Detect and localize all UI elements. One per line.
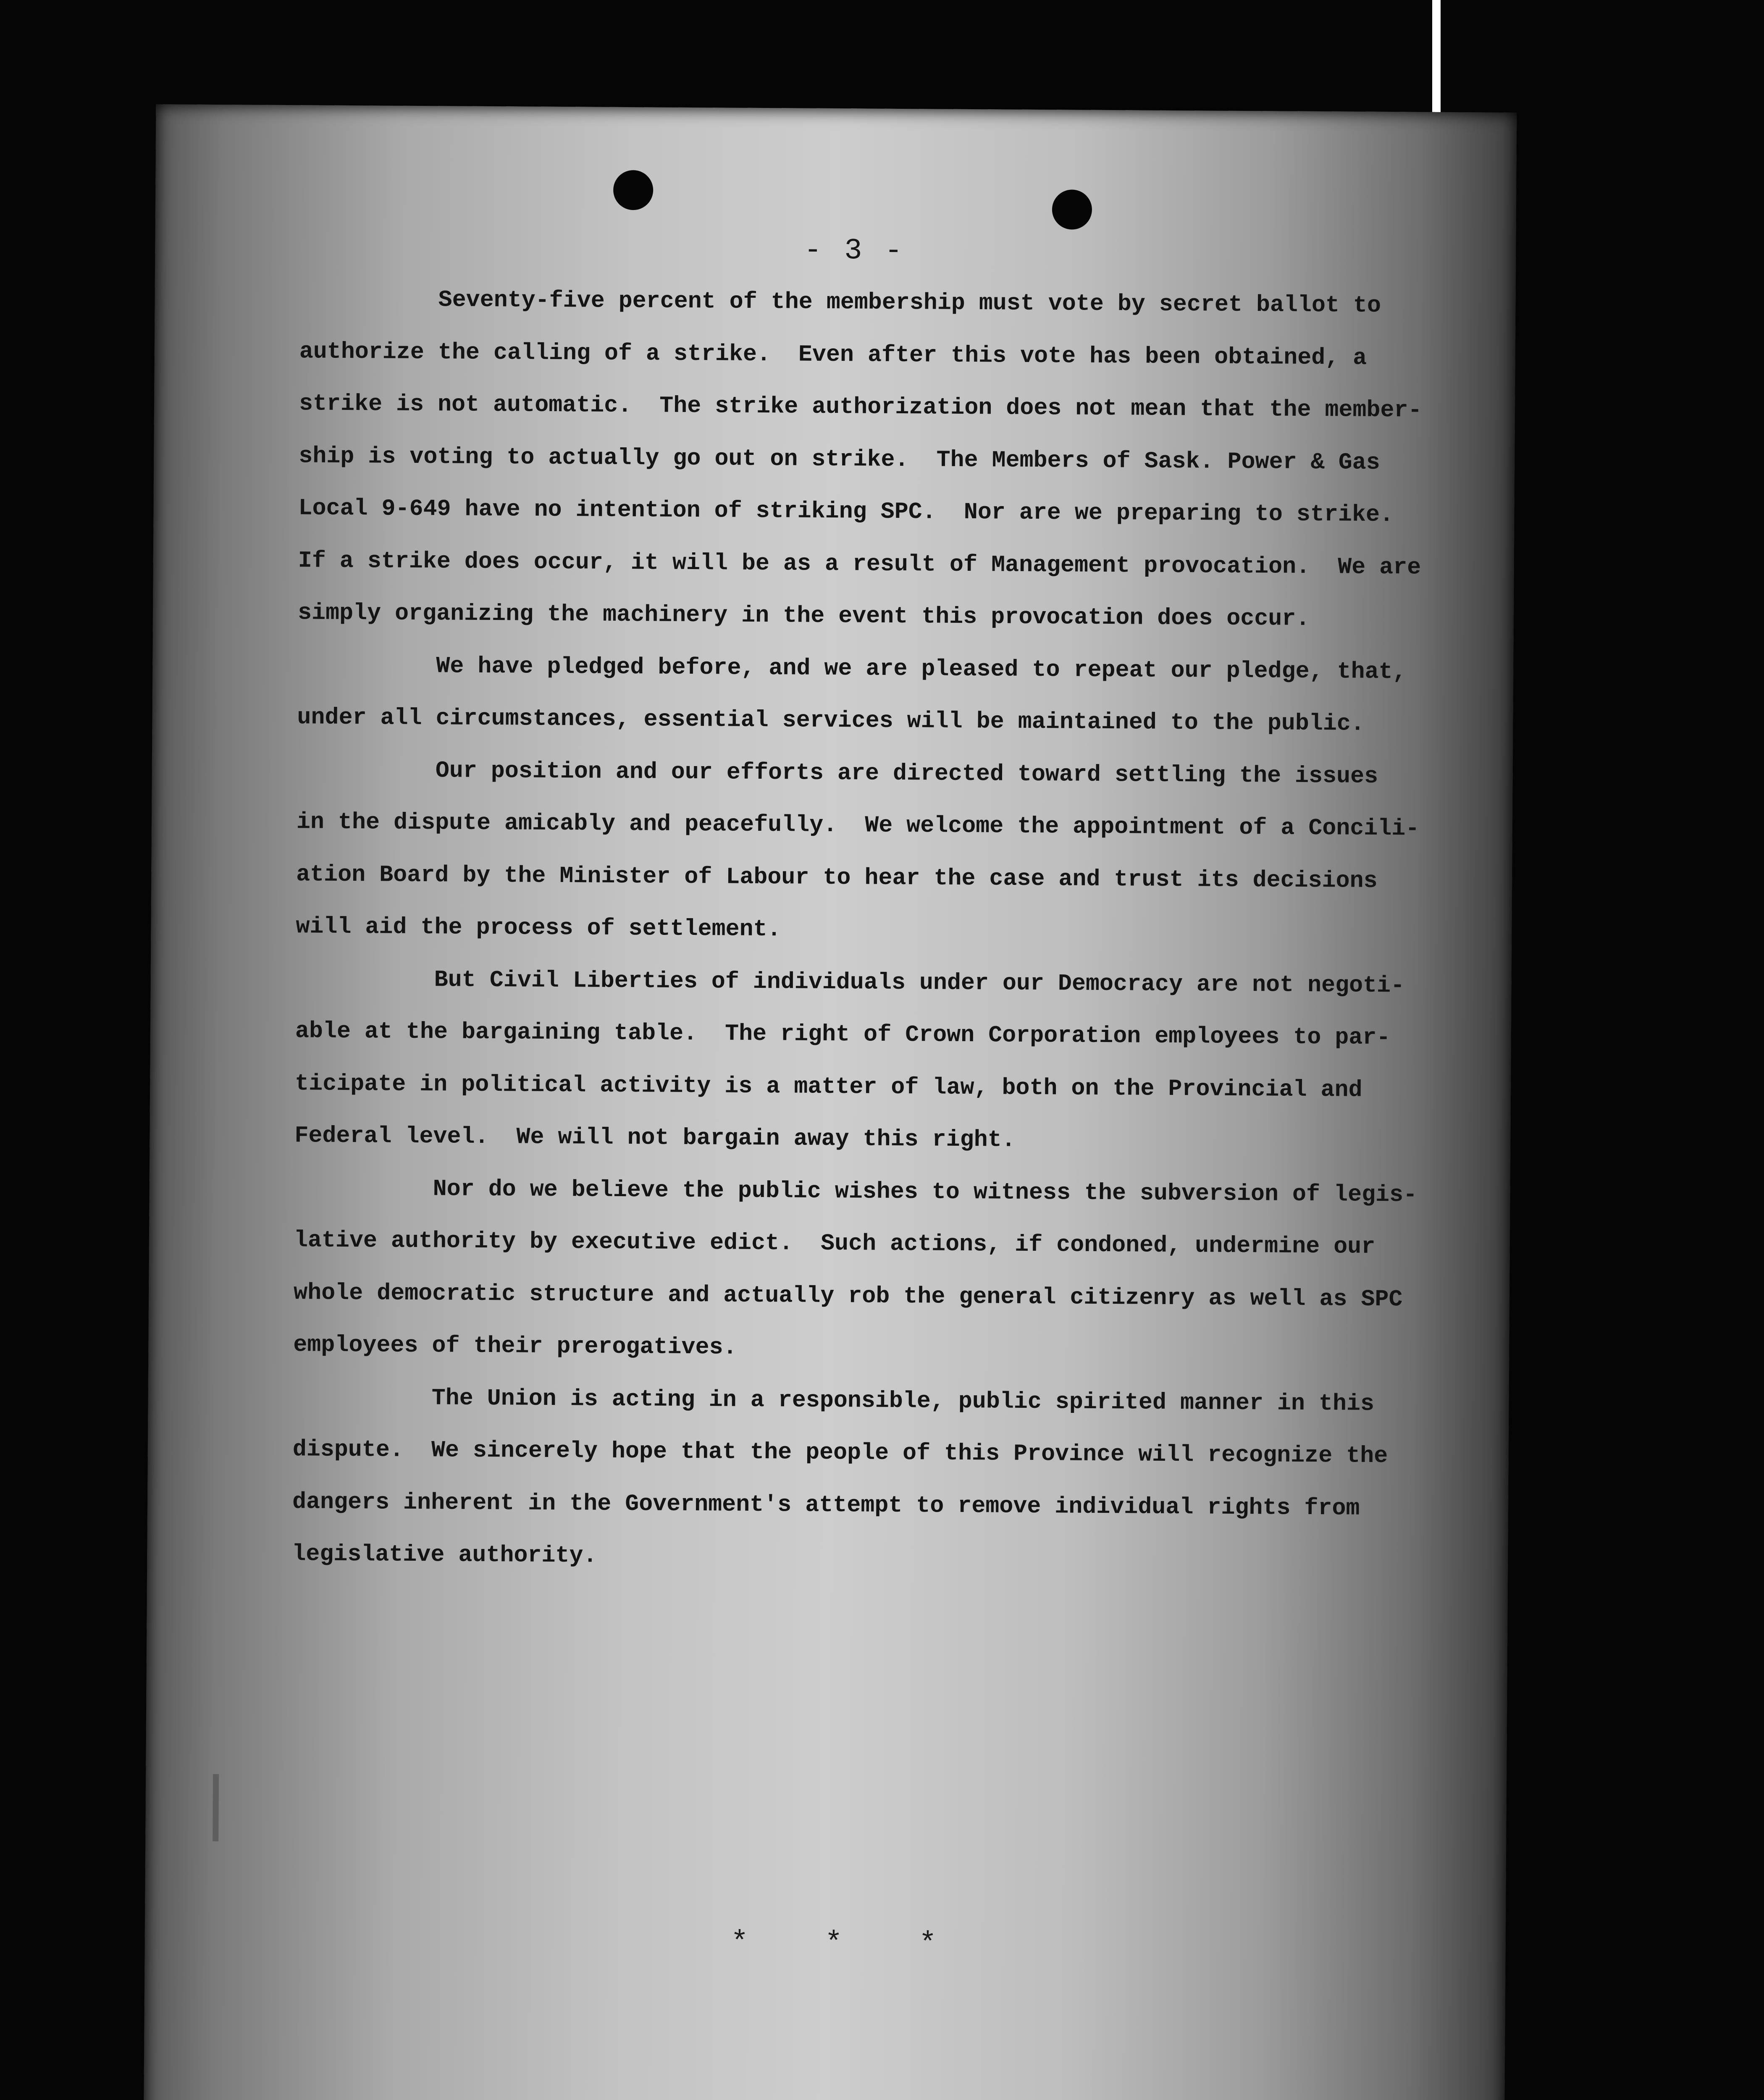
text-line: Nor do we believe the public wishes to witness the subversion of legis- [294, 1174, 1418, 1208]
punch-hole-left [613, 170, 654, 210]
text-line: simply organizing the machinery in the event this provocation does occur. [297, 599, 1310, 632]
body-text [292, 273, 1422, 1587]
page-number: - 3 - [804, 234, 905, 268]
text-line: legislative authority. [292, 1541, 597, 1569]
punch-hole-right [1052, 189, 1092, 230]
text-line: The Union is acting in a responsible, public spirited manner in this [293, 1383, 1375, 1417]
text-line: Seventy-five percent of the membership must vote by secret ballot to [299, 286, 1381, 319]
text-line: employees of their prerogatives. [293, 1331, 737, 1361]
text-line: in the dispute amicably and peacefully. We welcome the appointment of a Concili- [296, 808, 1420, 842]
text-line: authorize the calling of a strike. Even after this vote has been obtained, a [299, 338, 1367, 371]
end-mark: * * * [730, 1926, 966, 1961]
film-scratch [213, 1774, 219, 1841]
text-line: Local 9-649 have no intention of striking SPC. Nor are we preparing to strike. [298, 495, 1394, 528]
text-line: Federal level. We will not bargain away this right. [294, 1122, 1016, 1153]
text-line: dispute. We sincerely hope that the people of this Province will recognize the [292, 1436, 1388, 1470]
document-page [142, 104, 1517, 2100]
text-line: If a strike does occur, it will be as a result of Management provocation. We are [298, 547, 1421, 581]
text-line: But Civil Liberties of individuals under our Democracy are not negoti- [295, 965, 1405, 999]
text-line: ticipate in political activity is a matter of law, both on the Provincial and [294, 1070, 1362, 1103]
text-line: Our position and our efforts are directed toward settling the issues [297, 756, 1378, 790]
text-line: under all circumstances, essential services will be maintained to the public. [297, 704, 1365, 737]
text-line: whole democratic structure and actually rob the general citizenry as well as SPC [293, 1279, 1403, 1312]
text-line: We have pledged before, and we are pleased to repeat our pledge, that, [297, 651, 1407, 685]
text-line: will aid the process of settlement. [296, 913, 781, 943]
text-line: lative authority by executive edict. Such actions, if condoned, undermine our [294, 1227, 1376, 1260]
text-line: able at the bargaining table. The right of Crown Corporation employees to par- [295, 1018, 1391, 1051]
text-line: ship is voting to actually go out on strike. The Members of Sask. Power & Gas [299, 442, 1380, 476]
text-line: dangers inherent in the Government's attempt to remove individual rights from [292, 1488, 1360, 1522]
text-line: ation Board by the Minister of Labour to hear the case and trust its decisions [296, 861, 1378, 894]
text-line: strike is not automatic. The strike authorization does not mean that the member- [299, 390, 1422, 424]
